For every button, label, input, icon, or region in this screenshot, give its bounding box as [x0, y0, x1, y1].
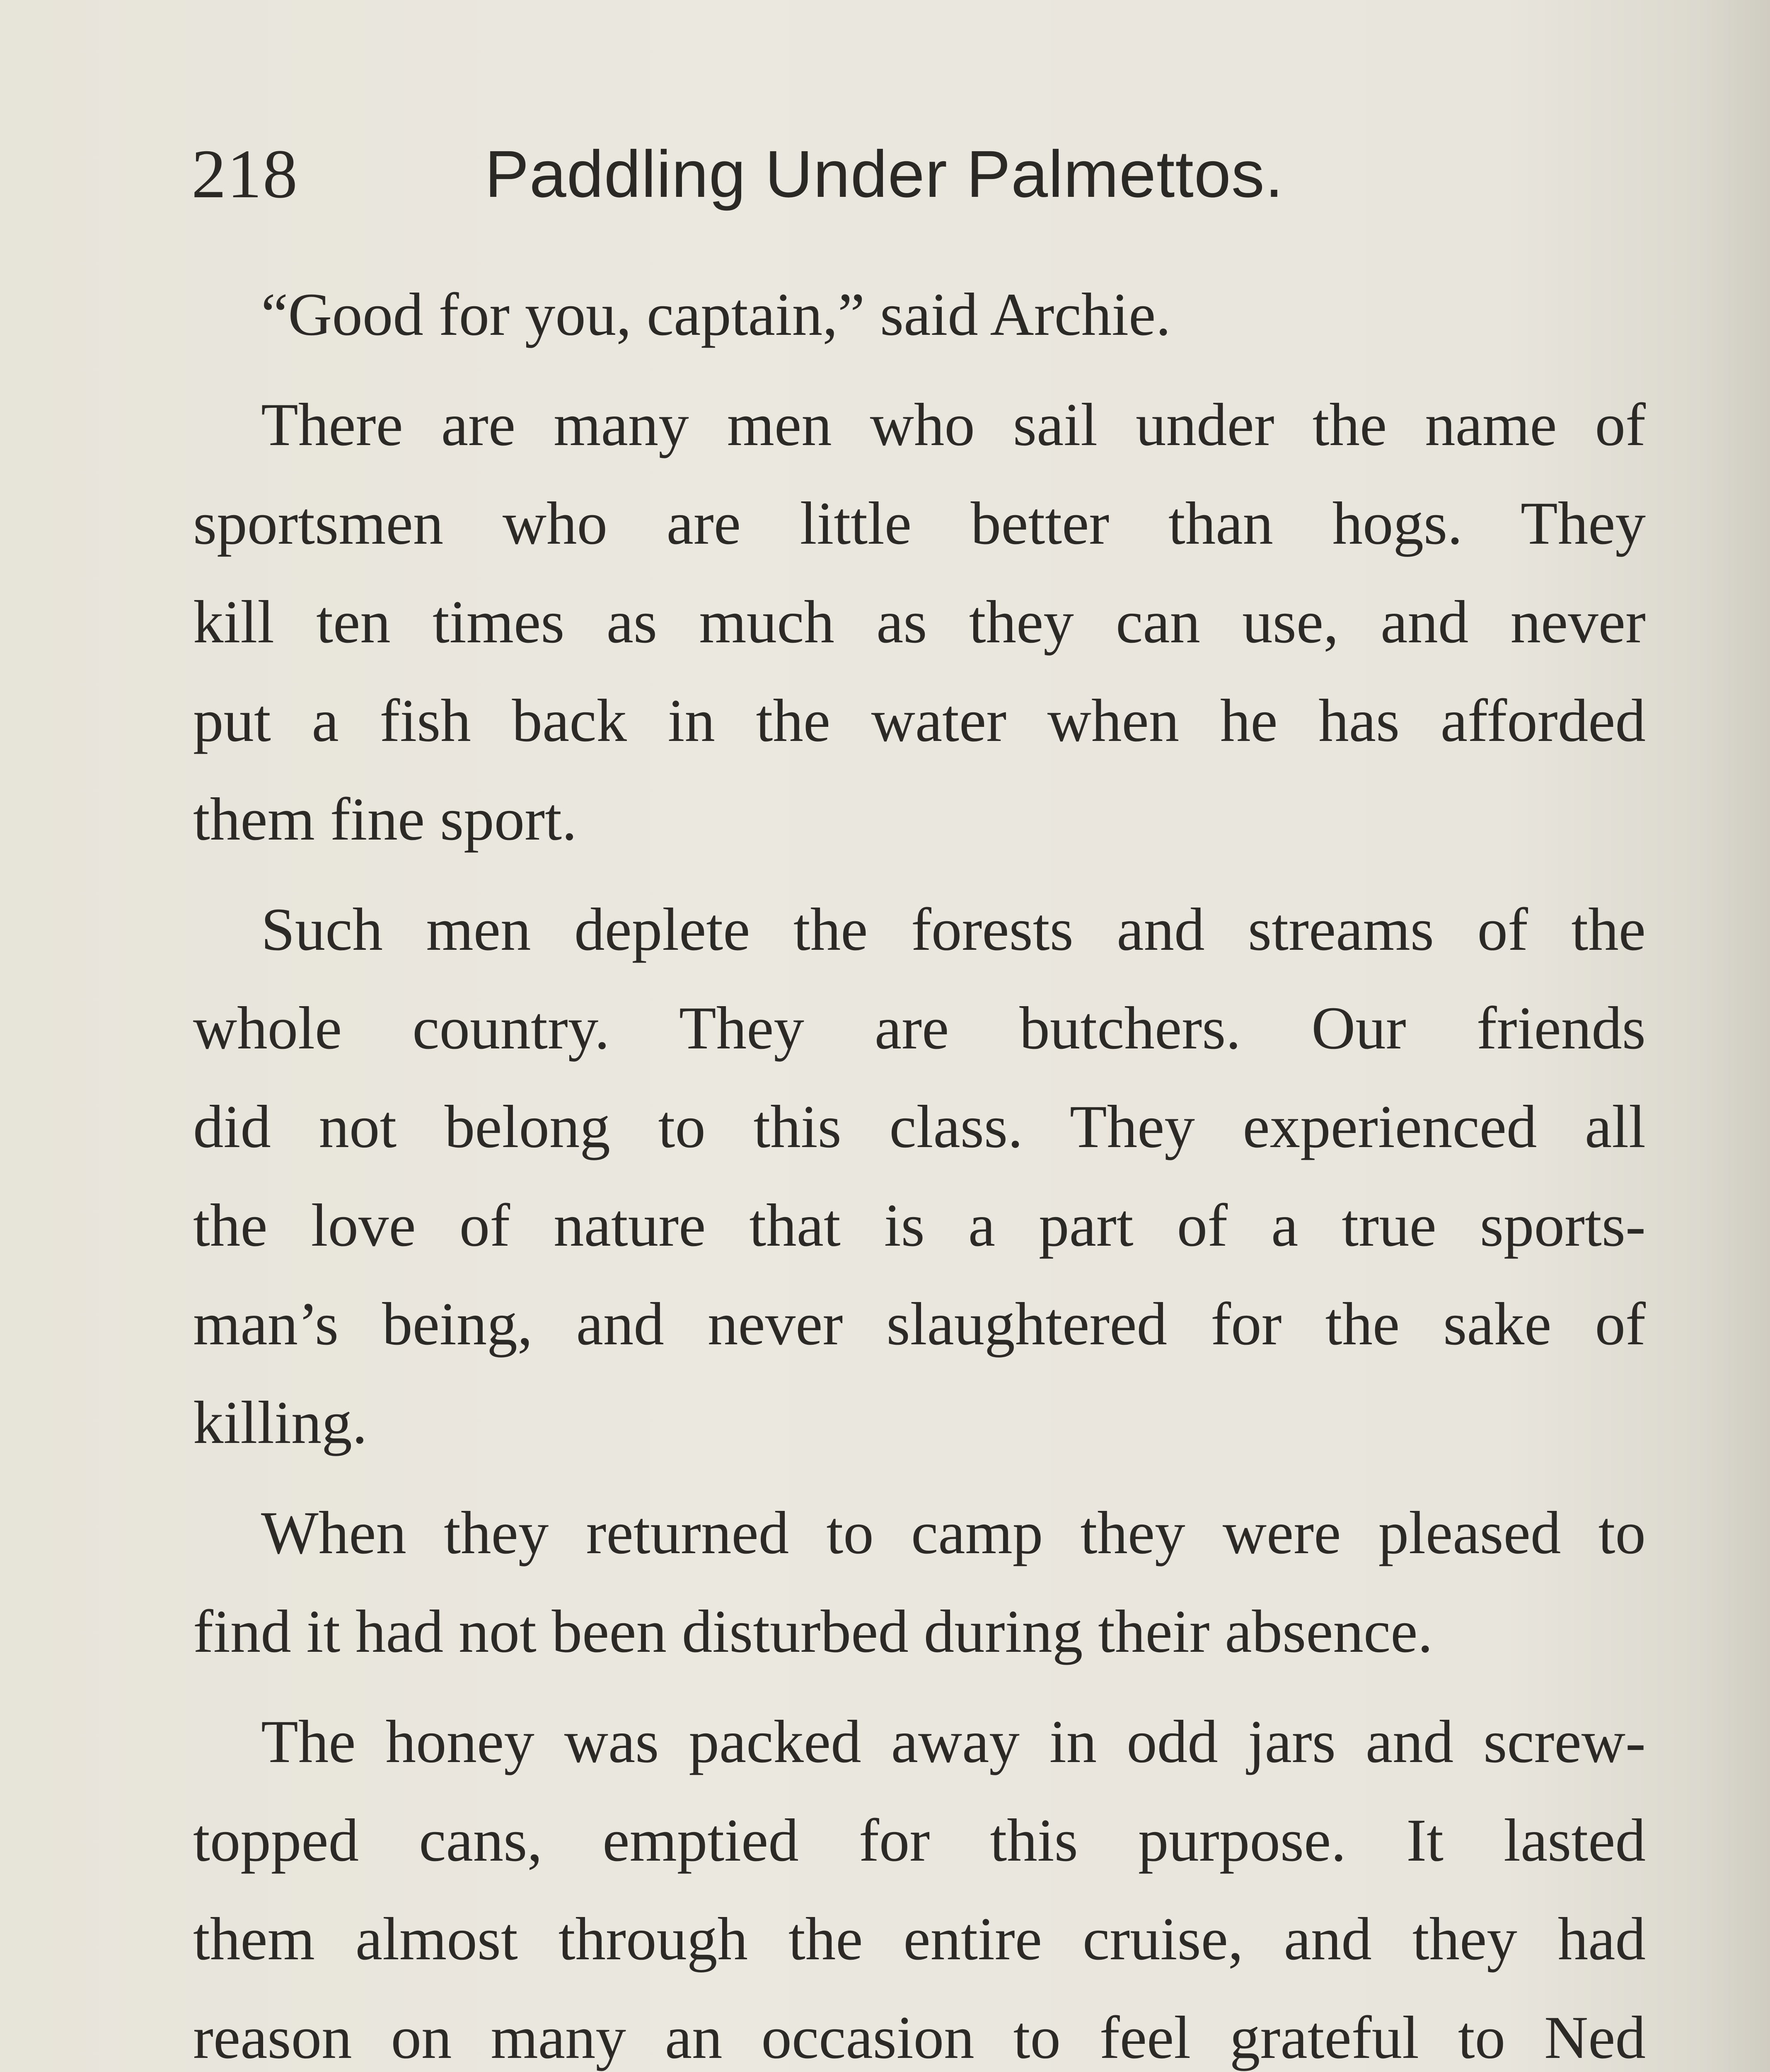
- text-line: topped cans, emptied for this purpose. It lasted: [193, 1806, 1646, 1874]
- text-line: There are many men who sail under the name of: [261, 391, 1646, 458]
- text-line: find it had not been disturbed during their absence.: [193, 1598, 1433, 1665]
- running-title: Paddling Under Palmettos.: [485, 137, 1284, 211]
- text-line: them fine sport.: [193, 785, 577, 853]
- text-line: killing.: [193, 1389, 368, 1456]
- body-text: [193, 265, 1646, 2072]
- text-line: man’s being, and never slaughtered for the sake of: [193, 1290, 1646, 1358]
- text-line: the love of nature that is a part of a true sports-: [193, 1191, 1646, 1259]
- text-line: them almost through the entire cruise, and they had: [193, 1905, 1646, 1973]
- text-line: Such men deplete the forests and streams of the: [261, 896, 1646, 963]
- text-line: reason on many an occasion to feel grateful to Ned: [193, 2004, 1646, 2071]
- text-line: sportsmen who are little better than hogs. They: [193, 489, 1646, 557]
- text-line: The honey was packed away in odd jars and screw-: [261, 1708, 1646, 1775]
- page-header: [191, 124, 1650, 224]
- text-line: did not belong to this class. They experienced all: [193, 1093, 1646, 1160]
- text-line: kill ten times as much as they can use, and never: [193, 588, 1646, 656]
- text-line: put a fish back in the water when he has afforded: [193, 687, 1646, 754]
- text-line: “Good for you, captain,” said Archie.: [261, 281, 1171, 348]
- text-line: whole country. They are butchers. Our friends: [193, 994, 1646, 1062]
- page-number: 218: [191, 136, 298, 213]
- text-line: When they returned to camp they were pleased to: [261, 1499, 1646, 1566]
